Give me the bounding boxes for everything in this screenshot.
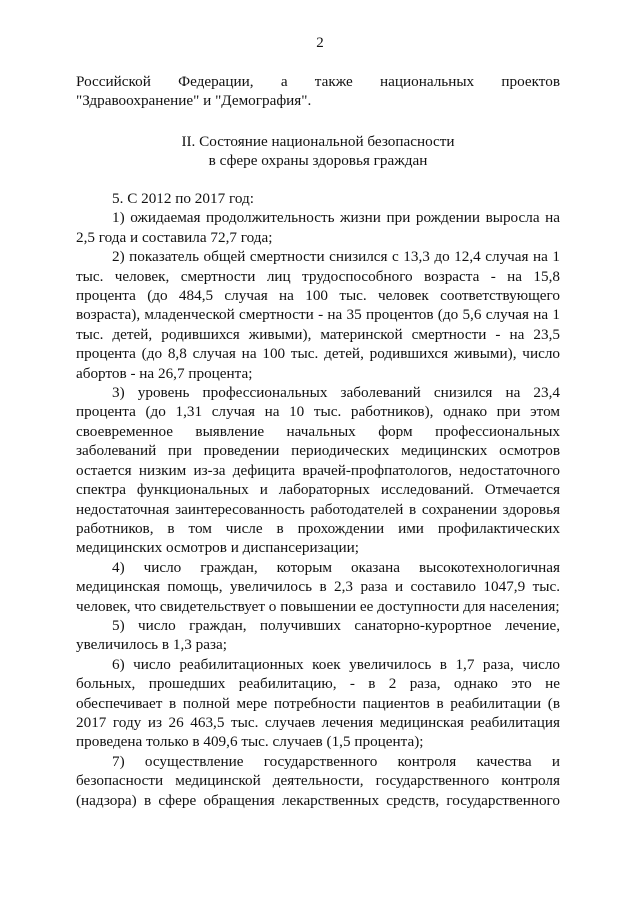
paragraph-item-7: 7) осуществление государственного контроля качества и безопасности медицинской деятельности, государственного контроля (надзора) в сфере обращения лекарственных средств, государственного [76, 752, 560, 809]
paragraph-5-lead: 5. С 2012 по 2017 год: [112, 190, 254, 207]
paragraph-item-5: 5) число граждан, получивших санаторно-курортное лечение, увеличилось в 1,3 раза; [76, 616, 560, 654]
paragraph-item-2: 2) показатель общей смертности снизился с 13,3 до 12,4 случая на 1 тыс. человек, смертности лиц трудоспособного возраста - на 15,8 процента (до 484,5 случая на 100 тыс. человек соответствующего возраста), младенческой смертности - на 35 процентов (до 5,6 случая на 1 тыс. детей, родившихся живыми), материнской смертности - на 23,5 процента (до 8,8 случая на 100 тыс. детей, родившихся живыми), число абортов - на 26,7 процента; [76, 248, 560, 382]
page-number: 2 [316, 35, 324, 51]
body-text [76, 189, 560, 810]
intro-line-2: "Здравоохранение" и "Демография". [76, 92, 312, 110]
intro-text [76, 72, 560, 111]
intro-line-1: Российской Федерации, а также национальных проектов [76, 73, 560, 90]
section-heading [76, 132, 560, 171]
section-title-line-1: II. Состояние национальной безопасности [181, 133, 455, 150]
paragraph-item-4: 4) число граждан, которым оказана высокотехнологичная медицинская помощь, увеличилось в 2,3 раза и составило 1047,9 тыс. человек, что свидетельствует о повышении ее доступности для населения; [76, 558, 560, 615]
paragraph-item-3: 3) уровень профессиональных заболеваний снизился на 23,4 процента (до 1,31 случая на 10 тыс. работников), однако при этом своевременное выявление начальных форм профессиональных заболеваний при проведении периодических медицинских осмотров остается низким из-за дефицита врачей-профпатологов, недостаточного спектра функциональных и лабораторных исследований. Отмечается недостаточная заинтересованность работодателей в сохранении здоровья работников, в том числе в прохождении ими профилактических медицинских осмотров и диспансеризации; [76, 384, 560, 557]
paragraph-item-1: 1) ожидаемая продолжительность жизни при рождении выросла на 2,5 года и составила 72,7 года; [76, 209, 560, 246]
paragraph-item-6: 6) число реабилитационных коек увеличилось в 1,7 раза, число больных, прошедших реабилитацию, - в 2 раза, однако это не обеспечивает в полной мере потребности пациентов в реабилитации (в 2017 году из 26 463,5 тыс. случаев лечения медицинская реабилитация проведена только в 409,6 тыс. случаев (1,5 процента); [76, 655, 560, 751]
section-title-line-2: в сфере охраны здоровья граждан [208, 152, 428, 170]
